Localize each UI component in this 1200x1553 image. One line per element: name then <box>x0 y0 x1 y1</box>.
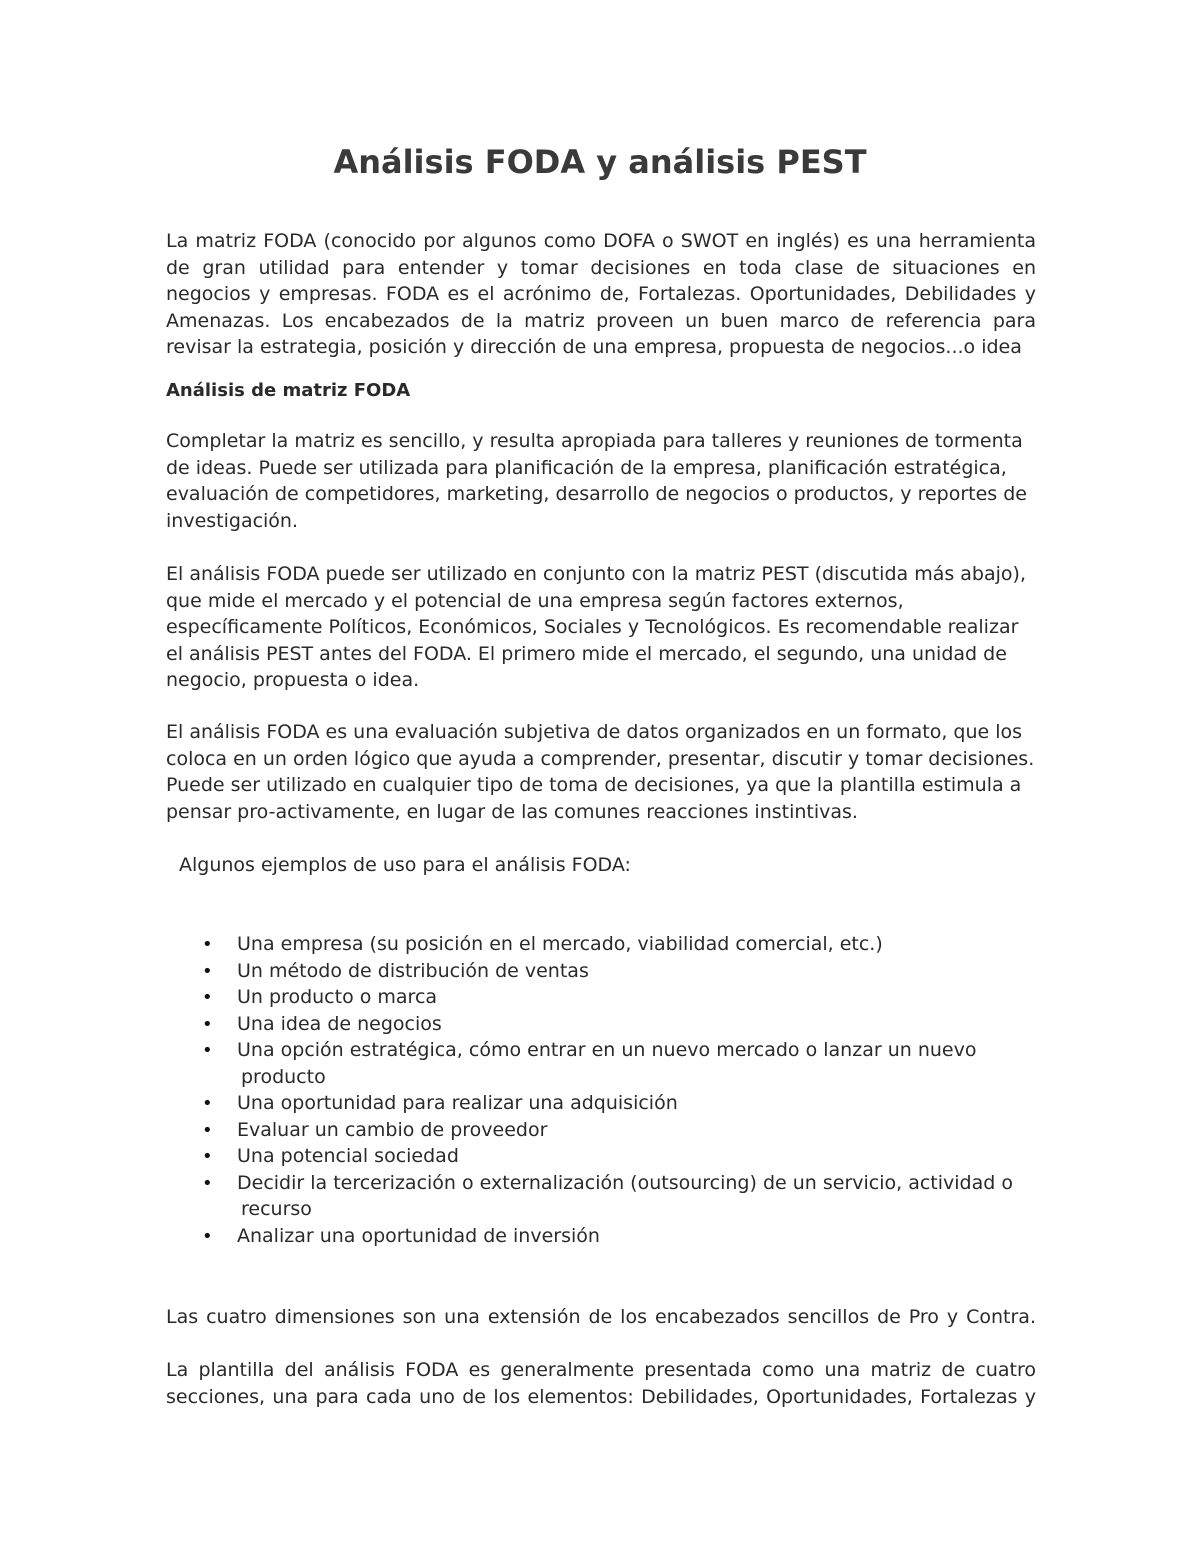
bullet-icon: • <box>202 1013 213 1035</box>
list-item <box>200 984 1030 1011</box>
list-item-text: Analizar una oportunidad de inversión <box>237 1224 600 1247</box>
list-item-text: Una potencial sociedad <box>237 1145 459 1167</box>
paragraph-4: Las cuatro dimensiones son una extensión de los encabezados sencillos de Pro y Contra. <box>166 1306 1036 1328</box>
bullet-icon: • <box>202 1146 213 1167</box>
paragraph-5-line-1: La plantilla del análisis FODA es generalmente presentada como una matriz de cuatro <box>166 1359 1036 1381</box>
list-item <box>200 1170 1030 1223</box>
list-item-text: Un producto o marca <box>237 986 438 1008</box>
section-heading: Análisis de matriz FODA <box>166 380 411 401</box>
list-item-text: Decidir la tercerización o externalización (outsourcing) de un servicio, actividad o <box>237 1171 1013 1194</box>
list-item-text: Un método de distribución de ventas <box>237 959 589 982</box>
bullet-icon: • <box>202 1093 213 1114</box>
list-item <box>200 1143 1030 1170</box>
list-item <box>200 931 1030 958</box>
list-item <box>200 1090 1030 1117</box>
list-item <box>200 1037 1030 1090</box>
paragraph-3: El análisis FODA es una evaluación subjetiva de datos organizados en un formato, que los coloca en un orden lógico que ayuda a comprender, presentar, discutir y tomar decisiones. Puede ser utilizado en cualquier tipo de toma de decisiones, ya que la plantilla estimula a pensar pro-activamente, en lugar de las comunes reacciones instintivas. <box>166 721 1035 823</box>
examples-intro: Algunos ejemplos de uso para el análisis FODA: <box>179 854 631 876</box>
bullet-icon: • <box>202 987 213 1008</box>
document-title: Análisis FODA y análisis PEST <box>333 143 867 181</box>
list-item-text: Evaluar un cambio de proveedor <box>237 1118 548 1141</box>
list-item-text: Una idea de negocios <box>237 1012 442 1035</box>
bullet-icon: • <box>202 1225 213 1247</box>
bullet-icon: • <box>202 1172 213 1194</box>
list-item-text: Una opción estratégica, cómo entrar en un nuevo mercado o lanzar un nuevo <box>237 1039 977 1061</box>
bullet-icon: • <box>202 960 213 982</box>
list-item <box>200 1223 1030 1250</box>
paragraph-2: El análisis FODA puede ser utilizado en conjunto con la matriz PEST (discutida más abajo), que mide el mercado y el potencial de una empresa según factores externos, específicamente Políticos, Económicos, Sociales y Tecnológicos. Es recomendable realizar el análisis PEST antes del FODA. El primero mide el mercado, el segundo, una unidad de negocio, propuesta o idea. <box>166 563 1026 691</box>
list-item <box>200 1117 1030 1144</box>
bullet-icon: • <box>202 1040 213 1061</box>
paragraph-1: Completar la matriz es sencillo, y resulta apropiada para talleres y reuniones de tormenta de ideas. Puede ser utilizada para planificación de la empresa, planificación estratégica, evaluación de competidores, marketing, desarrollo de negocios o productos, y reportes de investigación. <box>166 430 1027 532</box>
paragraph-5-line-2: secciones, una para cada uno de los elementos: Debilidades, Oportunidades, Fortalezas y <box>166 1386 1036 1408</box>
bullet-icon: • <box>202 1119 213 1141</box>
intro-paragraph: La matriz FODA (conocido por algunos como DOFA o SWOT en inglés) es una herramienta de gran utilidad para entender y tomar decisiones en toda clase de situaciones en negocios y empresas. FODA es el acrónimo de, Fortalezas. Oportunidades, Debilidades y Amenazas. Los encabezados de la matriz proveen un buen marco de referencia para revisar la estrategia, posición y dirección de una empresa, propuesta de negocios...o idea <box>166 230 1036 358</box>
list-item-text: Una oportunidad para realizar una adquisición <box>237 1092 678 1114</box>
list-item-continuation: producto <box>241 1065 326 1088</box>
list-item <box>200 958 1030 985</box>
bullet-icon: • <box>202 934 213 955</box>
list-item-text: Una empresa (su posición en el mercado, viabilidad comercial, etc.) <box>237 933 883 955</box>
examples-list <box>200 931 1030 1249</box>
list-item-continuation: recurso <box>241 1198 312 1220</box>
list-item <box>200 1011 1030 1038</box>
